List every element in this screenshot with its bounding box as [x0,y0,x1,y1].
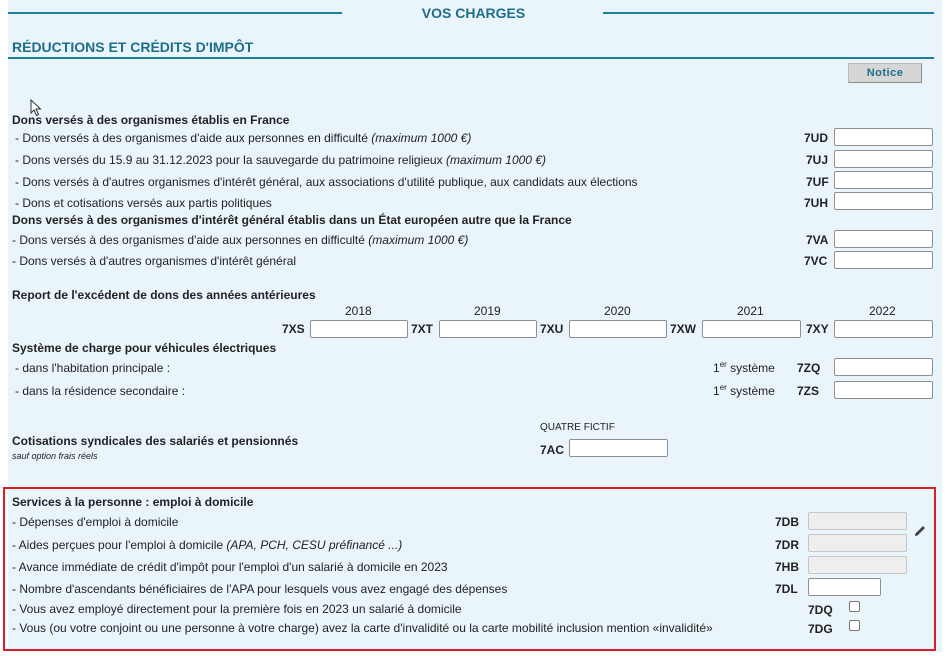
code-7xu: 7XU [540,322,564,336]
report-title: Report de l'excédent de dons des années antérieures [12,288,316,302]
recharge-title: Système de charge pour véhicules électriques [12,341,277,355]
input-7ud[interactable] [834,128,933,146]
services-title: Services à la personne : emploi à domicile [12,495,254,509]
row-label-7zs: - dans la résidence secondaire : [15,384,186,398]
input-7dr [808,534,907,552]
input-7xu[interactable] [569,320,667,338]
code-7zs: 7ZS [797,384,820,398]
notice-button[interactable]: Notice [848,63,922,83]
code-7db: 7DB [775,515,800,529]
row-label-7uh: - Dons et cotisations versés aux partis politiques [15,196,272,210]
quatre-fictif-label: QUATRE FICTIF [540,422,615,433]
pencil-icon[interactable] [913,524,927,538]
cotisations-title: Cotisations syndicales des salariés et pensionnés [12,434,299,448]
year-2022: 2022 [869,304,896,318]
row-label-7db: - Dépenses d'emploi à domicile [12,515,179,529]
year-2021: 2021 [737,304,764,318]
code-7dr: 7DR [775,538,800,552]
code-7xw: 7XW [670,322,697,336]
input-7va[interactable] [834,230,933,248]
code-7xy: 7XY [806,322,829,336]
input-7xs[interactable] [310,320,408,338]
cotisations-subtitle: sauf option frais réels [12,451,98,461]
row-label-7uj: - Dons versés du 15.9 au 31.12.2023 pour la sauvegarde du patrimoine religieux (maximum 1000 €) [15,153,546,167]
year-2018: 2018 [345,304,372,318]
code-7dg: 7DG [808,622,833,636]
input-7zs[interactable] [834,381,933,399]
input-7xw[interactable] [702,320,801,338]
row-label-7dl: - Nombre d'ascendants bénéficiaires de l'APA pour lesquels vous avez engagé des dépenses [12,582,508,596]
input-7uh[interactable] [834,192,933,210]
code-7ud: 7UD [804,131,829,145]
code-7xs: 7XS [282,322,305,336]
checkbox-7dg[interactable] [849,620,860,631]
year-2019: 2019 [474,304,501,318]
code-7zq: 7ZQ [797,361,821,375]
section-title: RÉDUCTIONS ET CRÉDITS D'IMPÔT [12,39,254,55]
input-7xy[interactable] [834,320,933,338]
systeme-label-7zs: 1er système [713,383,775,398]
code-7uf: 7UF [806,175,829,189]
code-7dl: 7DL [775,582,798,596]
systeme-label-7zq: 1er système [713,360,775,375]
input-7vc[interactable] [834,251,933,269]
code-7va: 7VA [806,233,829,247]
code-7dq: 7DQ [808,603,833,617]
input-7uj[interactable] [834,150,933,168]
code-7vc: 7VC [804,254,828,268]
row-label-7vc: - Dons versés à d'autres organismes d'intérêt général [12,254,297,268]
input-7db [808,512,907,530]
dons-europe-title: Dons versés à des organismes d'intérêt général établis dans un État européen autre que la France [12,213,572,227]
row-label-7dg: - Vous (ou votre conjoint ou une personne à votre charge) avez la carte d'invalidité ou la carte mobilité inclusion mention «invalidité» [12,621,713,635]
page-title: VOS CHARGES [421,5,526,21]
row-label-7hb: - Avance immédiate de crédit d'impôt pour l'emploi d'un salarié à domicile en 2023 [12,560,448,574]
row-label-7dr: - Aides perçues pour l'emploi à domicile (APA, PCH, CESU préfinancé ...) [12,538,403,552]
code-7ac: 7AC [540,443,565,457]
input-7xt[interactable] [439,320,537,338]
row-label-7ud: - Dons versés à des organismes d'aide aux personnes en difficulté (maximum 1000 €) [15,131,472,145]
row-label-7dq: - Vous avez employé directement pour la première fois en 2023 un salarié à domicile [12,602,462,616]
row-label-7uf: - Dons versés à d'autres organismes d'intérêt général, aux associations d'utilité publique, aux candidats aux élections [15,175,638,189]
code-7xt: 7XT [411,322,434,336]
code-7uh: 7UH [804,196,829,210]
code-7uj: 7UJ [806,153,829,167]
code-7hb: 7HB [775,560,800,574]
row-label-7va: - Dons versés à des organismes d'aide aux personnes en difficulté (maximum 1000 €) [12,233,469,247]
checkbox-7dq[interactable] [849,601,860,612]
section-underline [8,57,934,59]
year-2020: 2020 [604,304,631,318]
input-7uf[interactable] [834,171,933,189]
input-7dl[interactable] [808,578,881,596]
input-7ac[interactable] [569,439,668,457]
row-label-7zq: - dans l'habitation principale : [15,361,171,375]
dons-france-title: Dons versés à des organismes établis en France [12,113,290,127]
input-7hb [808,556,907,574]
input-7zq[interactable] [834,358,933,376]
